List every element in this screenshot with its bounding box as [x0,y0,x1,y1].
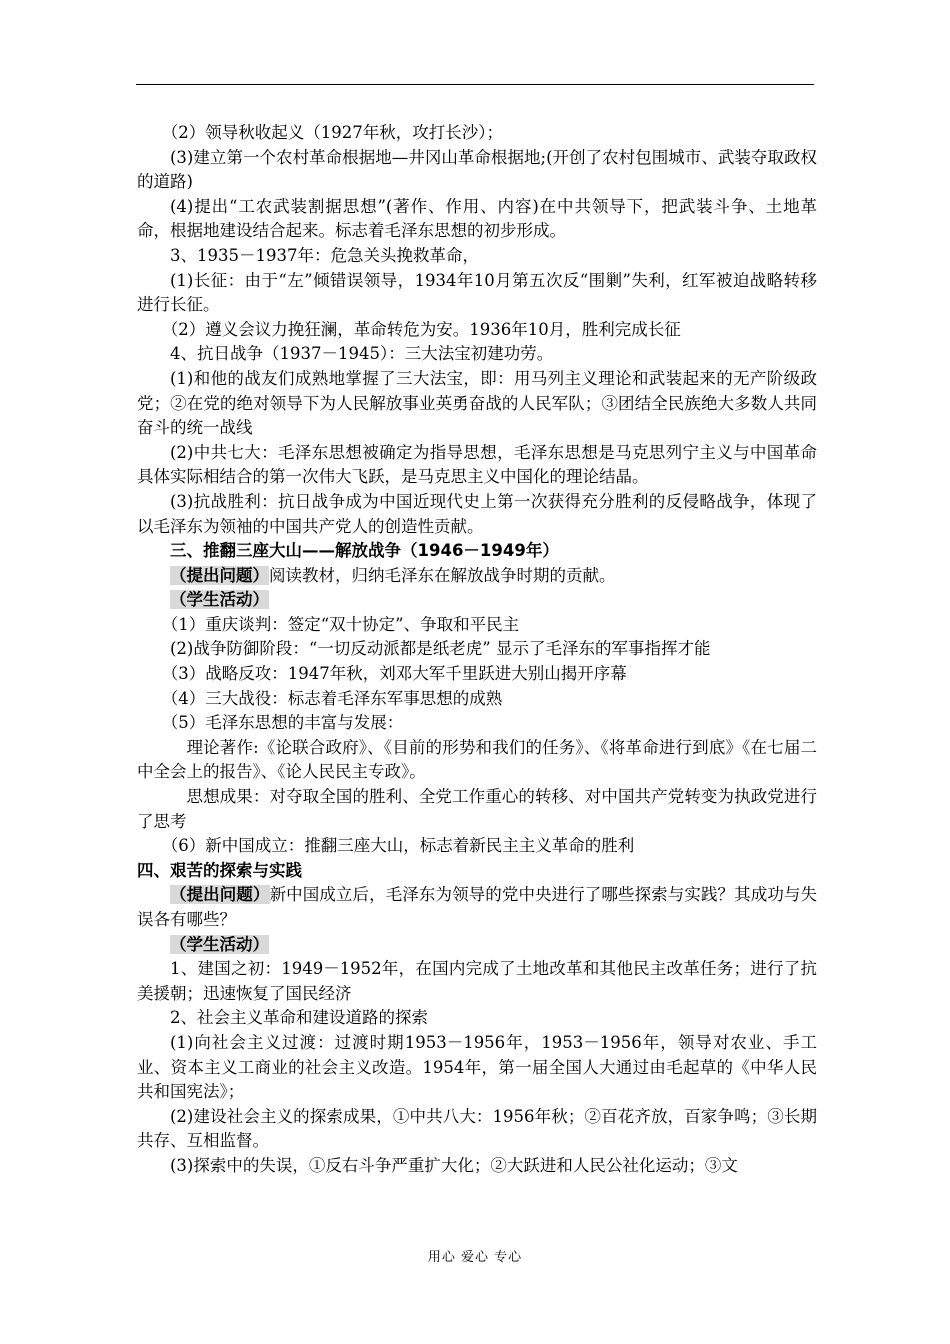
paragraph-text: 2、社会主义革命和建设道路的探索 [170,1008,428,1028]
paragraph-text: （2）领导秋收起义（1927年秋，攻打长沙）； [161,123,503,142]
paragraph-text: 新中国成立后，毛泽东为领导的党中央进行了哪些探索与实践？其成功与失误各有哪些？ [137,885,818,929]
paragraph-text: 3、1935－1937年：危急关头挽救革命， [170,245,479,265]
paragraph [137,244,817,269]
paragraph [137,933,817,958]
paragraph [137,1006,817,1031]
paragraph-text: (3)探索中的失误，①反右斗争严重扩大化；②大跃进和人民公社化运动；③文 [170,1155,738,1175]
paragraph-text: (2)战争防御阶段：“一切反动派都是纸老虎” 显示了毛泽东的军事指挥才能 [170,639,711,659]
paragraph-text: 思想成果：对夺取全国的胜利、全党工作重心的转移、对中国共产党转变为执政党进行了思考 [137,787,817,831]
paragraph-text: (1)向社会主义过渡：过渡时期1953－1956年，1953－1956年，领导对农业、手工业、资本主义工商业的社会主义改造。1954年，第一届全国人大通过由毛起草的《中华人民共和国宪法》； [137,1032,817,1102]
paragraph [137,957,817,1006]
paragraph-text: (3)抗战胜利：抗日战争成为中国近现代史上第一次获得充分胜利的反侵略战争，体现了以毛泽东为领袖的中国共产党人的创造性贡献。 [137,491,817,536]
paragraph [137,687,817,712]
paragraph [137,269,817,318]
section-tag: （学生活动） [170,590,269,610]
paragraph-text: 理论著作:《论联合政府》、《目前的形势和我们的任务》、《将革命进行到底》《在七届二中全会上的报告》、《论人民民主专政》。 [137,737,817,782]
paragraph-text: (3)建立第一个农村革命根据地—井冈山革命根据地;(开创了农村包围城市、武装夺取政权的道路) [137,147,817,192]
paragraph [137,1154,817,1179]
paragraph-text: 4、抗日战争（1937－1945）：三大法宝初建功劳。 [170,344,554,364]
paragraph [137,1105,817,1154]
paragraph-text: 阅读教材，归纳毛泽东在解放战争时期的贡献。 [269,565,616,585]
paragraph [137,146,817,195]
paragraph [137,785,817,834]
paragraph-text: （6）新中国成立：推翻三座大山，标志着新民主主义革命的胜利 [161,836,635,856]
paragraph [137,318,817,343]
page-footer: 用心 爱心 专心 [427,1250,523,1265]
document-body [137,121,817,1179]
paragraph [137,121,817,146]
paragraph-text: (2)中共七大：毛泽东思想被确定为指导思想，毛泽东思想是马克思列宁主义与中国革命具体实际相结合的第一次伟大飞跃，是马克思主义中国化的理论结晶。 [137,442,817,487]
paragraph [137,564,817,589]
section-tag: （提出问题） [170,885,270,905]
paragraph-text: （4）三大战役：标志着毛泽东军事思想的成熟 [161,688,503,708]
paragraph [137,195,817,244]
paragraph-text: 四、艰苦的探索与实践 [137,860,302,880]
paragraph [137,1031,817,1105]
paragraph [137,834,817,859]
paragraph-text: (1)长征：由于“左”倾错误领导，1934年10月第五次反“围剿”失利，红军被迫战略转移进行长征。 [137,270,817,315]
paragraph [137,588,817,613]
header-rule [136,84,814,85]
paragraph [137,613,817,638]
paragraph [137,490,817,539]
paragraph [137,539,817,564]
paragraph-text: (2)建设社会主义的探索成果，①中共八大：1956年秋；②百花齐放，百家争鸣；③长期共存、互相监督。 [137,1106,817,1151]
paragraph-text: 三、推翻三座大山——解放战争（1946－1949年） [170,541,559,561]
paragraph-text: （3）战略反攻：1947年秋，刘邓大军千里跃进大别山揭开序幕 [161,664,627,684]
paragraph [137,441,817,490]
paragraph [137,662,817,687]
paragraph [137,736,817,785]
paragraph-text: 1、建国之初：1949－1952年，在国内完成了土地改革和其他民主改革任务；进行了抗美援朝；迅速恢复了国民经济 [137,959,817,1003]
paragraph [137,711,817,736]
paragraph-text: (1)和他的战友们成熟地掌握了三大法宝，即：用马列主义理论和武装起来的无产阶级政党；②在党的绝对领导下为人民解放事业英勇奋战的人民军队；③团结全民族绝大多数人共同奋斗的统一战线 [137,368,817,438]
paragraph [137,637,817,662]
paragraph-text: (4)提出“工农武装割据思想”(著作、作用、内容)在中共领导下，把武装斗争、土地革命，根据地建设结合起来。标志着毛泽东思想的初步形成。 [137,196,817,241]
paragraph-text: （5）毛泽东思想的丰富与发展： [161,713,404,733]
paragraph [137,883,817,932]
paragraph [137,859,817,884]
section-tag: （学生活动） [170,934,269,954]
paragraph [137,367,817,441]
paragraph-text: （2）遵义会议力挽狂澜，革命转危为安。1936年10月，胜利完成长征 [161,319,681,339]
section-tag: （提出问题） [170,565,269,585]
paragraph [137,342,817,367]
paragraph-text: （1）重庆谈判：签定“双十协定”、争取和平民主 [161,614,520,634]
